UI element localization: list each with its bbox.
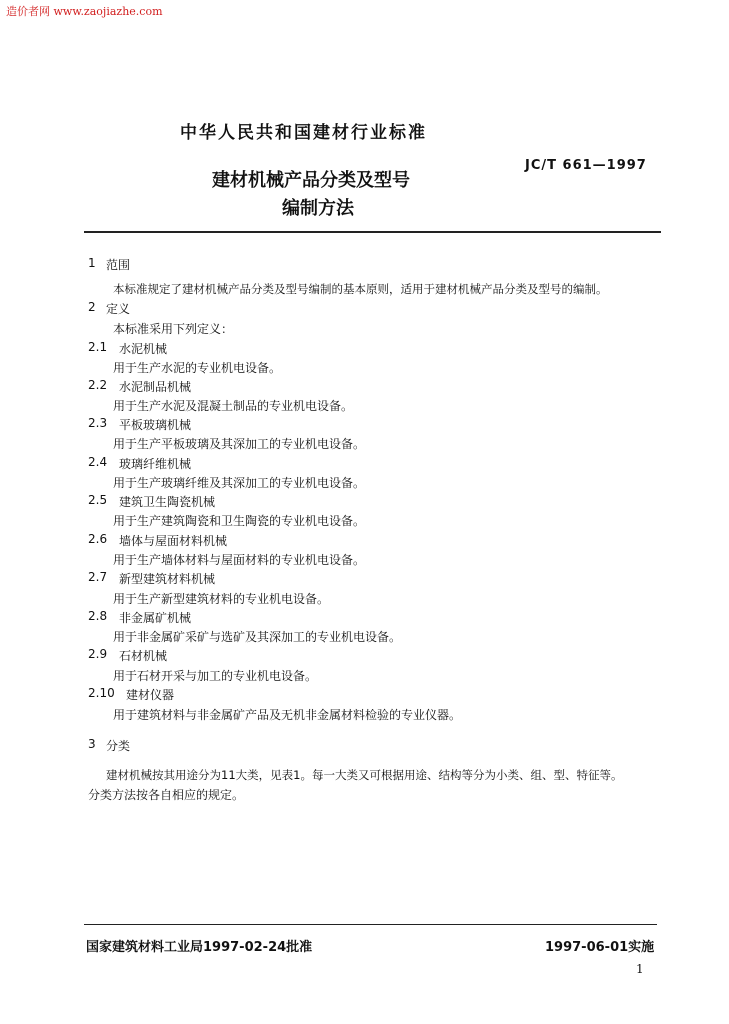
definition-description: 用于生产墙体材料与屋面材料的专业机电设备。 <box>113 553 366 567</box>
section-2-title: 定义 <box>106 302 131 316</box>
definition-description: 用于生产水泥的专业机电设备。 <box>113 361 282 375</box>
document-title-line2: 编制方法 <box>282 198 354 219</box>
definition-title: 建筑卫生陶瓷机械 <box>119 495 216 509</box>
definition-description: 用于生产新型建筑材料的专业机电设备。 <box>113 592 330 606</box>
header-divider <box>84 231 661 233</box>
definition-description: 用于非金属矿采矿与选矿及其深加工的专业机电设备。 <box>113 630 402 644</box>
definition-title: 墙体与屋面材料机械 <box>119 534 228 548</box>
section-1-text: 本标准规定了建材机械产品分类及型号编制的基本原则，适用于建材机械产品分类及型号的编制。 <box>113 282 608 296</box>
definition-description: 用于生产水泥及混凝土制品的专业机电设备。 <box>113 399 354 413</box>
definition-number: 2.4 <box>88 455 108 469</box>
definition-number: 2.9 <box>88 647 108 661</box>
definition-number: 2.1 <box>88 340 108 354</box>
definition-number: 2.6 <box>88 532 108 546</box>
section-3-text-continued: 分类方法按各自相应的规定。 <box>88 788 245 802</box>
definition-title: 非金属矿机械 <box>119 611 192 625</box>
watermark-text: 造价者网 www.zaojiazhe.com <box>6 5 163 18</box>
definition-number: 2.7 <box>88 570 108 584</box>
definition-title: 建材仪器 <box>126 688 175 702</box>
definition-number: 2.3 <box>88 416 108 430</box>
definition-number: 2.2 <box>88 378 108 392</box>
definition-description: 用于建筑材料与非金属矿产品及无机非金属材料检验的专业仪器。 <box>113 708 462 722</box>
definition-title: 水泥机械 <box>119 342 168 356</box>
definition-description: 用于石材开采与加工的专业机电设备。 <box>113 669 318 683</box>
definition-title: 平板玻璃机械 <box>119 418 192 432</box>
approval-statement: 国家建筑材料工业局1997-02-24批准 <box>86 940 313 955</box>
definition-title: 水泥制品机械 <box>119 380 192 394</box>
section-2-text: 本标准采用下列定义： <box>113 322 234 336</box>
definition-number: 2.5 <box>88 493 108 507</box>
definition-number: 2.10 <box>88 686 115 700</box>
section-1-number: 1 <box>88 256 96 270</box>
definition-description: 用于生产建筑陶瓷和卫生陶瓷的专业机电设备。 <box>113 514 366 528</box>
definition-description: 用于生产玻璃纤维及其深加工的专业机电设备。 <box>113 476 366 490</box>
definition-title: 新型建筑材料机械 <box>119 572 216 586</box>
effective-date: 1997-06-01实施 <box>545 940 655 955</box>
page-number: 1 <box>636 962 644 976</box>
definition-title: 石材机械 <box>119 649 168 663</box>
definition-number: 2.8 <box>88 609 108 623</box>
definition-title: 玻璃纤维机械 <box>119 457 192 471</box>
issuing-organization: 中华人民共和国建材行业标准 <box>180 123 427 143</box>
document-title-line1: 建材机械产品分类及型号 <box>212 170 410 191</box>
section-2-number: 2 <box>88 300 96 314</box>
footer-divider <box>84 924 657 925</box>
section-3-text: 建材机械按其用途分为11大类，见表1。每一大类又可根据用途、结构等分为小类、组、型、特征等。 <box>106 768 623 782</box>
section-3-title: 分类 <box>106 739 131 753</box>
definition-description: 用于生产平板玻璃及其深加工的专业机电设备。 <box>113 437 366 451</box>
section-1-title: 范围 <box>106 258 131 272</box>
section-3-number: 3 <box>88 737 96 751</box>
standard-number: JC/T 661—1997 <box>525 158 647 173</box>
